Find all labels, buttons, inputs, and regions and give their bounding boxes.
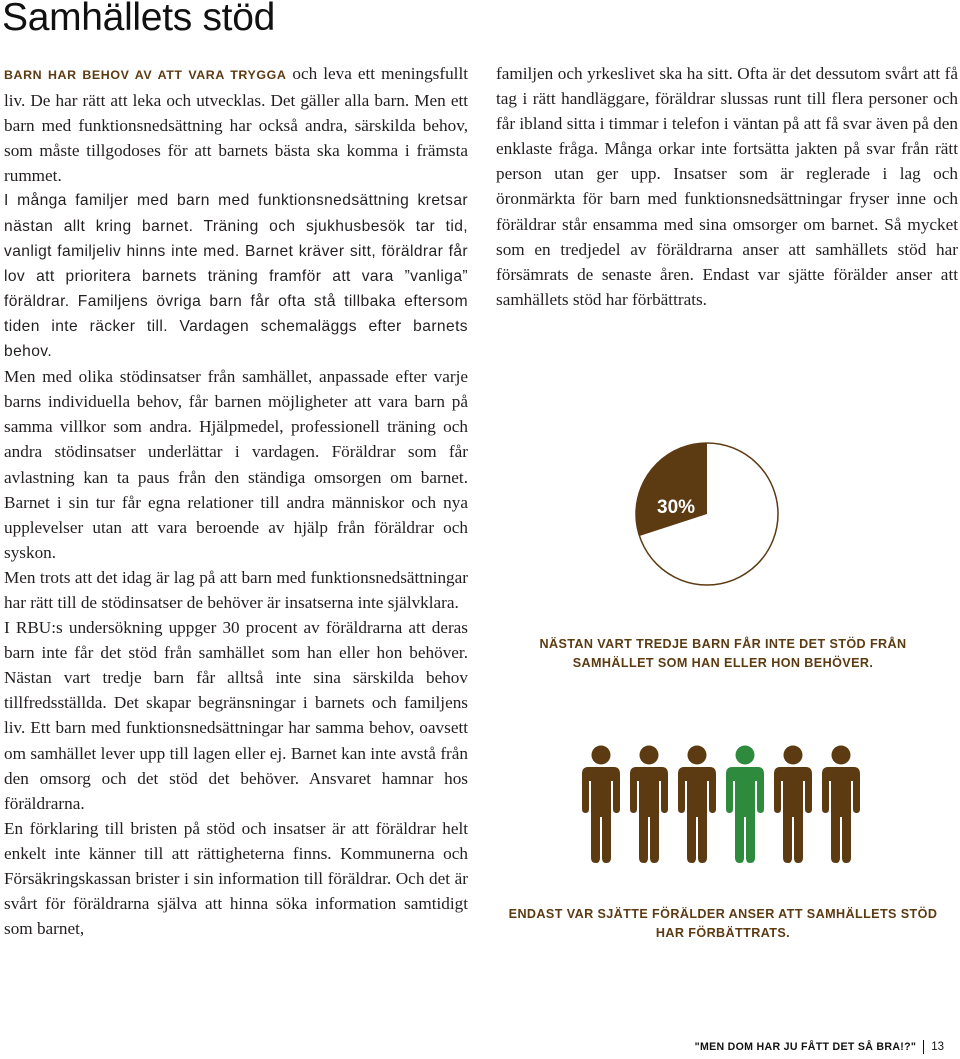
person-icon: [820, 745, 862, 868]
footer-source-title: "MEN DOM HAR JU FÅTT DET SÅ BRA!?": [694, 1041, 917, 1053]
paragraph-1: [4, 61, 468, 188]
lead-in: BARN HAR BEHOV AV ATT VARA TRYGGA: [4, 68, 287, 82]
right-paragraph-1: familjen och yrkeslivet ska ha sitt. Ofta är det dessutom svårt att få tag i rätt handläggare, föräldrar slussas runt till flera personer och får ibland sitta i timmar i telefon i väntan på att få svar även på den enklaste fråga. Många orkar inte fortsätta jakten på svar från rätt person utan ger upp. Insatser som är reglerade i lag och öronmärkta för barn med funktionsnedsättningar fryser inne och föräldrar står ensamma med sina omsorger om barnet. Så mycket som en tredjedel av föräldrarna anser att samhällets stöd har försämrats de senaste åren. Endast var sjätte förälder anser att samhällets stöd har förbättrats.: [496, 64, 958, 309]
person-icon: [676, 745, 718, 868]
page-title: Samhällets stöd: [2, 0, 275, 39]
pie-chart-svg: [634, 441, 780, 587]
paragraph-5: I RBU:s undersökning uppger 30 procent av föräldrarna att deras barn inte får det stöd från samhället som han eller hon behöver. Nästan vart tredje barn får alltså inte sina särskilda behov tillfredsställda. Det skapar begränsningar i barnets och familjens liv. Ett barn med funktionsnedsättningar har samma behov, oavsett om samhället lever upp till lagen eller ej. Barnet kan inte avstå från den omsorg och det stöd det behöver. Ansvaret hamnar hos föräldrarna.: [4, 618, 468, 813]
person-icon: [628, 745, 670, 868]
pie-chart: [634, 441, 780, 587]
right-text-column: [496, 61, 958, 312]
paragraph-6: En förklaring till bristen på stöd och insatser är att föräldrar helt enkelt inte känner till att rättigheterna finns. Kommunerna och Försäkringskassan brister i sin information till föräldrar. Och det är svårt för föräldrarna själva att hinna söka information samtidigt som barnet,: [4, 818, 468, 939]
left-text-column: [4, 61, 468, 941]
person-icon: [772, 745, 814, 868]
person-icon: [580, 745, 622, 868]
paragraph-2: I många familjer med barn med funktionsnedsättning kretsar nästan allt kring barnet. Träning och sjukhusbesök tar tid, vanligt familjeliv hinns inte med. Barnet kräver sitt, föräldrar får lov att prioritera barnets träning framför att vara ”vanliga” föräldrar. Familjens övriga barn får ofta stå tillbaka eftersom tiden inte räcker till. Vardagen schemaläggs efter barnets behov.: [4, 192, 468, 361]
paragraph-4: Men trots att det idag är lag på att barn med funktionsnedsättningar har rätt till de stödinsatser de behöver är insatserna inte självklara.: [4, 567, 468, 612]
paragraph-1-text: och leva ett meningsfullt liv. De har rätt att leka och utvecklas. Det gäller alla barn. Men ett barn med funktionsnedsättning har också andra, särskilda behov, som måste tillgodoses för att barnets bästa ska komma i främsta rummet.: [4, 64, 469, 186]
pie-caption: NÄSTAN VART TREDJE BARN FÅR INTE DET STÖD FRÅN SAMHÄLLET SOM HAN ELLER HON BEHÖVER.: [539, 637, 907, 670]
people-caption: ENDAST VAR SJÄTTE FÖRÄLDER ANSER ATT SAMHÄLLETS STÖD HAR FÖRBÄTTRATS.: [508, 907, 938, 940]
footer-separator: [923, 1040, 924, 1054]
person-icon-highlighted: [724, 745, 766, 868]
page-footer: [695, 1040, 944, 1054]
pie-percent-label: 30%: [657, 497, 696, 518]
page-number: 13: [931, 1041, 944, 1053]
paragraph-3: Men med olika stödinsatser från samhället, anpassade efter varje barns individuella behov, får barnen möjligheter att vara barn på samma villkor som andra. Hjälpmedel, professionell träning och andra stödinsatser underlättar i vardagen. Föräldrar som får avlastning kan ta paus från den ständiga omsorgen om barnet. Barnet i sin tur får egna relationer till andra människor och nya upplevelser utan att vara beroende av hjälp från föräldrar och syskon.: [4, 367, 468, 562]
